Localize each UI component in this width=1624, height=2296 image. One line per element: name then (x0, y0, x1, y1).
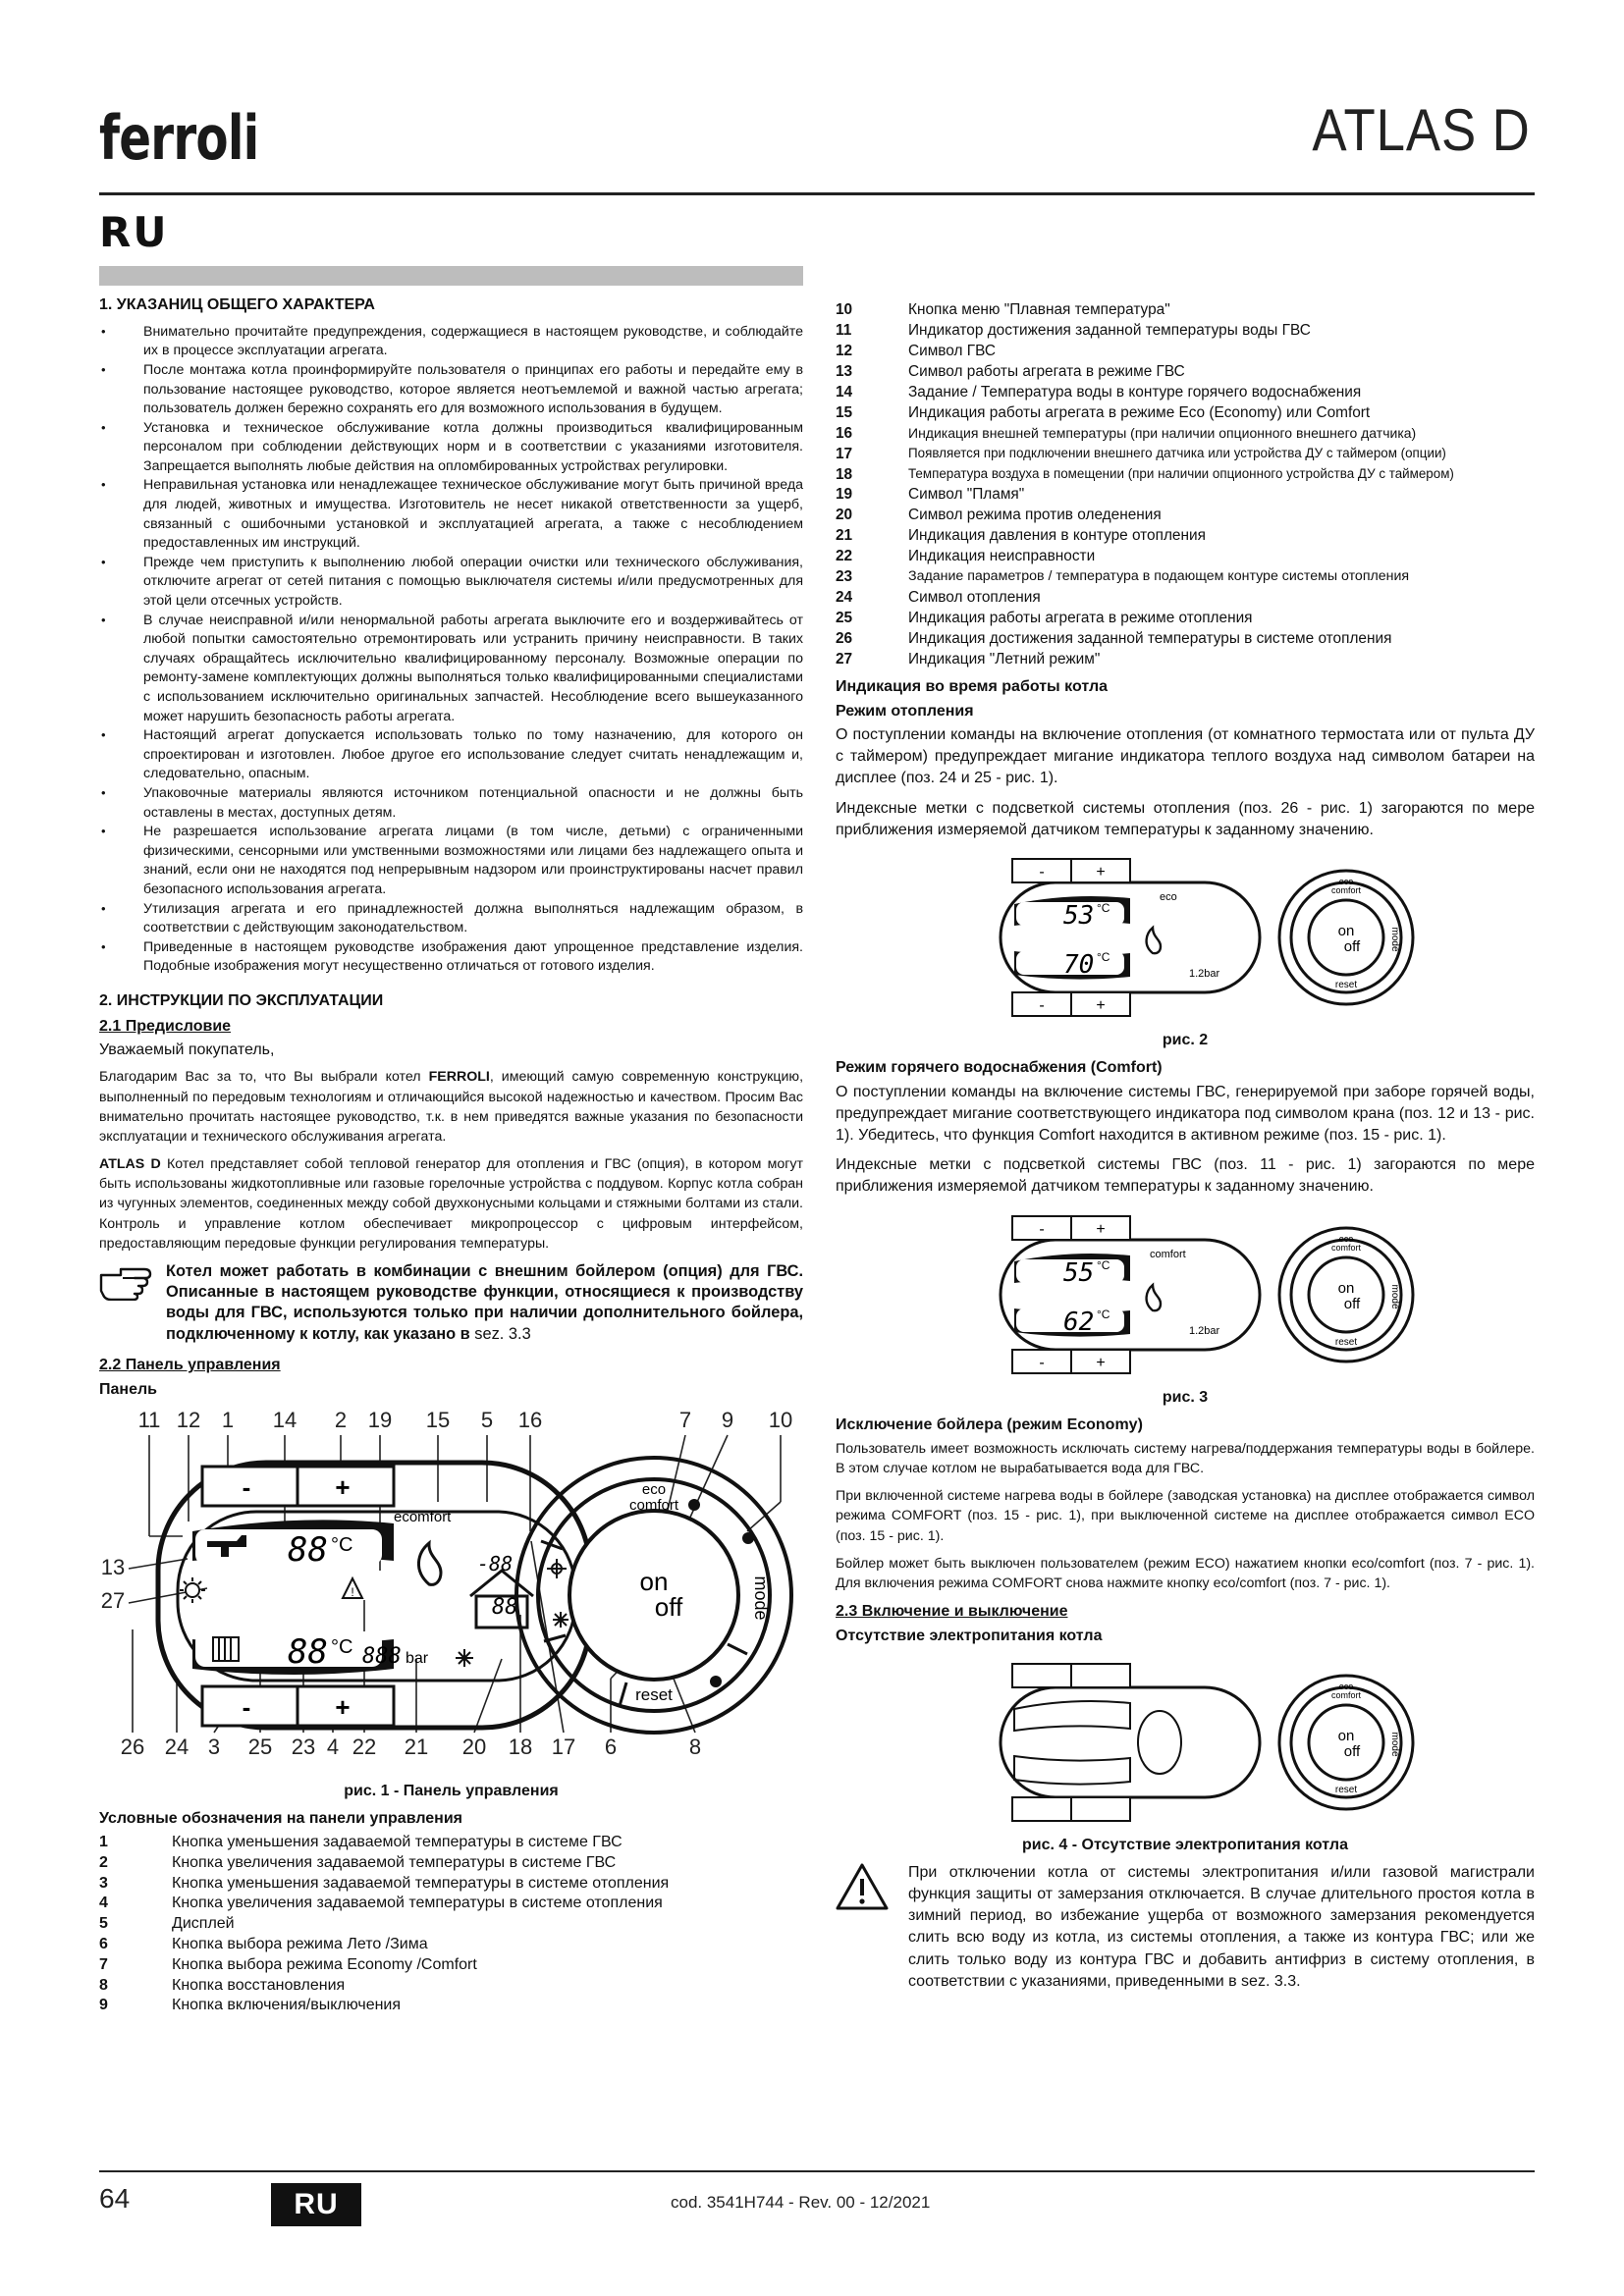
page-number: 64 (99, 2183, 131, 2214)
legend-text: Кнопка восстановления (172, 1976, 346, 1994)
dhw-unit: °C (331, 1533, 353, 1556)
legend-text: Дисплей (172, 1915, 235, 1933)
fig2-minus-bottom: - (1039, 996, 1045, 1014)
fig4-knob (1279, 1676, 1413, 1809)
legend-num: 19 (836, 486, 853, 504)
frost-warning (836, 1862, 1535, 1992)
legend-list (99, 1833, 803, 2016)
svg-text:on: on (1337, 922, 1355, 939)
note-item: • Установка и техническое обслуживание котла должны производиться квалифицированным персоналом при соблюдении действующих норм и в соответствии с указаниями изготовителя. Запрещается выполнять любые действия на опломбированных устройствах регулировки. (99, 419, 803, 477)
fault-warning-icon (343, 1578, 362, 1599)
fig2-dhw-temp: 53 (1063, 900, 1095, 931)
legend-text: Кнопка выбора режима Economy /Comfort (172, 1955, 477, 1973)
legend-text: Кнопка включения/выключения (172, 1997, 402, 2014)
legend-text: Символ работы агрегата в режиме ГВС (908, 362, 1185, 380)
legend-num: 5 (99, 1915, 108, 1933)
note-item: • После монтажа котла проинформируйте пользователя о принципах его работы и передайте ему в пользование настоящее руководство, которое является неотъемлемой и важной частью агрегата; пользователь должен бережно сохранять его для возможного использования в будущем. (99, 361, 803, 419)
pressure-unit: bar (406, 1649, 429, 1667)
legend-title: Условные обозначения на панели управления (99, 1810, 463, 1828)
svg-text:comfort: comfort (1330, 1242, 1362, 1253)
boiler-description: ATLAS D Котел представляет собой тепловой генератор для отопления и ГВС (опция), в котором могут быть использованы жидкотопливные или газовые горелочные устройства с поддувом. Корпус котла собран из чугунных элементов, соединенных между собой двухконусными кольцами и стяжными болтами из стали. Контроль и управление котлом обеспечивает микропроцессор с цифровым интерфейсом, предоставляющим передовые функции регулирования температуры. (99, 1156, 804, 1252)
fig2-pressure: 1.2bar (1189, 967, 1220, 980)
legend-text: Символ режима против оледенения (908, 507, 1162, 524)
legend-text: Индикация работы агрегата в режиме Eco (Economy) или Comfort (908, 403, 1371, 421)
callout-6: 6 (604, 1734, 618, 1759)
svg-text:mode: mode (1389, 927, 1400, 952)
svg-text:off: off (1343, 1742, 1361, 1760)
legend-num: 10 (836, 301, 853, 318)
callout-13: 13 (100, 1554, 126, 1579)
subsection-on-off: 2.3 Включение и выключение (836, 1603, 1068, 1621)
svg-text:eco: eco (1338, 1233, 1354, 1244)
note-item: • В случае неисправной и/или ненормальной работы агрегата выключите его и воздерживайтесь от любой попытки самостоятельно отремонтировать или устранить причину неисправности. В таких случаях обращайтесь исключительно квалифицированному персоналу. Возможные операции по ремонту-замене комплектующих должны выполняться только квалифицированными специалистами с использованием исключительно оригинальных запчастей. Несоблюдение всего вышеуказанного может нарушить безопасность работы агрегата. (99, 612, 803, 727)
figure2-caption: рис. 2 (1162, 1031, 1209, 1048)
svg-text:reset: reset (1334, 979, 1358, 990)
note-item: • Внимательно прочитайте предупреждения, содержащиеся в настоящем руководстве, и соблюдайте их в процессе эксплуатации агрегата. (99, 323, 803, 361)
legend-text: Кнопка уменьшения задаваемой температуры в системе отопления (172, 1874, 670, 1892)
svg-text:mode: mode (1389, 1284, 1400, 1309)
section2-title: 2. ИНСТРУКЦИИ ПО ЭКСПЛУАТАЦИИ (99, 991, 384, 1009)
legend-text: Символ "Пламя" (908, 486, 1025, 504)
legend-num: 7 (99, 1955, 108, 1973)
pointing-hand-icon (99, 1261, 152, 1301)
preface-paragraph: Благодарим Вас за то, что Вы выбрали котел FERROLI, имеющий самую современную конструкцию, выполненный по передовым технологиям и отличающийся высокой надежностью и качеством. Просим Вас внимательно прочитать настоящее руководство, т.к. в нем приведятся важные указания по безопасности эксплуатации и технического обслуживания агрегата. (99, 1069, 804, 1145)
dhw-paragraph-2: Индексные метки с подсветкой системы ГВС (поз. 11 - рис. 1) загораются по мере приближения измеряемой датчиком температуры к заданному значению. (836, 1156, 1535, 1196)
callout-25: 25 (247, 1734, 273, 1759)
legend-num: 6 (99, 1936, 108, 1952)
no-power-figure (836, 1654, 1535, 1831)
note-item: • Прежде чем приступить к выполнению любой операции очистки или технического обслуживания, отключите агрегат от сетей питания с помощью выключателя системы и/или предусмотренных для этой цели отсечных устройств. (99, 554, 803, 612)
svg-text:°C: °C (1097, 1257, 1110, 1272)
callout-3: 3 (207, 1734, 221, 1759)
callout-2: 2 (334, 1407, 348, 1432)
svg-text:-: - (1039, 1354, 1045, 1371)
footer-language-badge: RU (271, 2183, 361, 2226)
legend-num: 14 (836, 383, 853, 400)
ecomfort-label: ecomfort (394, 1508, 452, 1525)
heat-temp-display: 88 (288, 1631, 328, 1672)
note-item: • Не разрешается использование агрегата лицами (в том числе, детьми) с ограниченными физическими, сенсорными или умственными возможностями или лицами без надлежащего опыта и знаний, если они не находятся под непрерывным надзором или проинструктированы насчет правил безопасного использования агрегата. (99, 823, 803, 899)
note-item: • Неправильная установка или ненадлежащее техническое обслуживание могут быть причиной вреда для людей, животных и имущества. Изготовитель не несет никакой ответственности за ущерб, связанный с ошибочными установкой и эксплуатацией агрегата, а также с несоблюдением предоставленных им инструкций. (99, 476, 803, 553)
footer-divider (99, 2170, 1535, 2172)
greeting: Уважаемый покупатель, (99, 1041, 275, 1059)
operation-heading: Индикация во время работы котла (836, 677, 1109, 695)
callout-24: 24 (164, 1734, 189, 1759)
economy-paragraph-2: При включенной системе нагрева воды в бойлере (заводская установка) на дисплее отображается символ режима COMFORT (поз. 15 - рис. 1), при выключенной системе на дисплее отображается символ ECO (поз. 15 - рис. 1). (836, 1488, 1535, 1544)
fig2-knob (1279, 871, 1413, 1004)
svg-text:on: on (1337, 1279, 1355, 1297)
svg-text:+: + (1096, 1220, 1106, 1238)
boiler-note-text: Котел может работать в комбинации с внешним бойлером (опция) для ГВС. Описанные в настоящем руководстве функции, относящиеся к производству воды для ГВС, используются только при наличии дополнительного бойлера, подключенному к котлу, как указано в sez. 3.3 (166, 1261, 803, 1343)
subsection-control-panel: 2.2 Панель управления (99, 1357, 281, 1374)
callout-15: 15 (425, 1407, 451, 1432)
legend-text: Символ ГВС (908, 342, 996, 359)
economy-paragraph-1: Пользователь имеет возможность исключать систему нагрева/поддержания температуры воды в бойлере. В этом случае котлом не вырабатывается вода для ГВС. (836, 1440, 1535, 1477)
dhw-plus-button: + (335, 1471, 351, 1502)
legend-num: 12 (836, 342, 853, 359)
svg-text:-: - (1039, 1220, 1045, 1238)
model-title: ATLAS D (1312, 97, 1531, 163)
legend-num: 17 (836, 445, 853, 462)
legend-num: 24 (836, 589, 853, 607)
antifreeze-snowflake-icon (456, 1649, 473, 1667)
callout-26: 26 (120, 1734, 145, 1759)
figure4-caption: рис. 4 - Отсутствие электропитания котла (1021, 1836, 1348, 1853)
language-code: RU (99, 208, 169, 256)
callout-9: 9 (721, 1407, 734, 1432)
fig3-dhw-temp: 55 (1063, 1257, 1095, 1288)
fig3-heat-temp: 62 (1063, 1307, 1095, 1337)
general-notes-list (99, 323, 803, 977)
room-temp-display: 88 (492, 1594, 518, 1620)
callout-19: 19 (367, 1407, 393, 1432)
legend-text: Индикация давления в контуре отопления (908, 527, 1206, 545)
svg-text:°C: °C (1097, 1307, 1110, 1321)
callout-7: 7 (678, 1407, 692, 1432)
legend-text: Кнопка уменьшения задаваемой температуры в системе ГВС (172, 1834, 623, 1851)
fig2-heat-unit: °C (1097, 949, 1110, 964)
legend-text: Индикация неисправности (908, 548, 1096, 565)
svg-text:!: ! (351, 1584, 354, 1599)
frost-warning-text: При отключении котла от системы электропитания и/или газовой магистрали функция защиты от замерзания отключается. В случае длительного простоя котла в зимний период, во избежание ущерба от возможного замерзания рекомендуется слить всю воду из котла, из системы отопления, а также из контура ГВС; или же слить только воду из контура ГВС и добавить антифриз в систему отопления, в соответствии с указаниями, приведенными в sez. 3.3. (908, 1864, 1535, 1990)
fig3-knob (1279, 1228, 1413, 1362)
callout-22: 22 (352, 1734, 377, 1759)
dhw-display-figure (836, 1206, 1535, 1383)
heat-plus-button: + (335, 1691, 351, 1722)
fig2-heat-temp: 70 (1063, 949, 1095, 980)
brand-logo: ferroli (99, 102, 259, 174)
knob-reset-label: reset (635, 1684, 673, 1704)
note-item: • Упаковочные материалы являются источником потенциальной опасности и не должны быть оставлены в местах, доступных детям. (99, 784, 803, 823)
svg-text:comfort: comfort (1330, 884, 1362, 895)
svg-text:+: + (1096, 1354, 1106, 1371)
svg-text:on: on (1337, 1727, 1355, 1744)
legend-num: 18 (836, 465, 853, 483)
subsection-preface: 2.1 Предисловие (99, 1017, 232, 1035)
fig2-plus-bottom: + (1096, 996, 1106, 1014)
legend-text: Индикатор достижения заданной температуры воды ГВС (908, 321, 1311, 339)
legend-num: 15 (836, 403, 853, 421)
callout-10: 10 (768, 1407, 793, 1432)
legend-num: 11 (836, 321, 852, 339)
fig2-dhw-unit: °C (1097, 900, 1110, 915)
heat-minus-button: - (242, 1691, 251, 1722)
legend-num: 21 (836, 527, 853, 545)
svg-text:off: off (1343, 937, 1361, 955)
legend-num: 23 (836, 568, 853, 586)
heating-display-figure (836, 849, 1535, 1026)
legend-text: Кнопка выбора режима Лето /Зима (172, 1936, 428, 1952)
legend-num: 27 (836, 650, 853, 667)
callout-12: 12 (176, 1407, 201, 1432)
svg-text:reset: reset (1334, 1784, 1358, 1795)
legend-num: 20 (836, 507, 853, 524)
economy-heading: Исключение бойлера (режим Economy) (836, 1416, 1143, 1434)
legend-num: 1 (99, 1834, 108, 1851)
callout-4: 4 (326, 1734, 340, 1759)
legend-num: 8 (99, 1976, 108, 1994)
callout-21: 21 (404, 1734, 429, 1759)
knob-eco-label: eco (641, 1480, 667, 1498)
svg-text:mode: mode (1389, 1731, 1400, 1757)
economy-paragraph-3: Бойлер может быть выключен пользователем (режим ECO) нажатием кнопки eco/comfort (поз. 7 - рис. 1). Для включения режима COMFORT снова нажмите кнопку eco/comfort (поз. 7 - рис. 1). (836, 1555, 1535, 1591)
legend-text: Кнопка увеличения задаваемой температуры в системе отопления (172, 1895, 663, 1912)
legend-num: 2 (99, 1853, 108, 1871)
left-column (99, 294, 803, 2016)
dhw-temp-display: 88 (288, 1529, 328, 1570)
heating-heading: Режим отопления (836, 702, 974, 720)
callout-27: 27 (100, 1587, 126, 1613)
knob-off-label: off (654, 1591, 683, 1622)
note-item: • Приведенные в настоящем руководстве изображения дают упрощенное представление изделия. Подобные изображения могут несущественно отличаться от готового изделия. (99, 938, 803, 977)
note-item: • Настоящий агрегат допускается использовать только по тому назначению, для которого он спроектирован и изготовлен. Любое другое его использование следует считать ненадлежащим и, следовательно, опасным. (99, 726, 803, 784)
pressure-display: 888 (362, 1643, 402, 1669)
dhw-paragraph-1: О поступлении команды на включение системы ГВС, генерируемой при заборе горячей воды, предупреждает мигание соответствующего индикатора под символом крана (поз. 12 и 13 - рис. 1). Убедитесь, что функция Comfort находится в активном режиме (поз. 15 - рис. 1). (836, 1084, 1535, 1145)
callout-17: 17 (551, 1734, 576, 1759)
legend-text: Кнопка увеличения задаваемой температуры в системе ГВС (172, 1853, 617, 1871)
svg-text:eco: eco (1338, 1681, 1354, 1691)
legend-text: Кнопка меню "Плавная температура" (908, 301, 1170, 318)
legend-text: Индикация работы агрегата в режиме отопления (908, 610, 1253, 627)
callout-1: 1 (221, 1407, 235, 1432)
callout-18: 18 (508, 1734, 533, 1759)
legend-num: 16 (836, 424, 853, 442)
knob-on-label: on (639, 1566, 669, 1596)
callout-23: 23 (291, 1734, 316, 1759)
legend-text: Задание параметров / температура в подающем контуре системы отопления (908, 568, 1410, 585)
ext-temp-display: -88 (477, 1551, 514, 1575)
callout-8: 8 (688, 1734, 702, 1759)
legend-num: 22 (836, 548, 853, 565)
fig2-mode-label: eco (1160, 890, 1177, 903)
no-power-heading: Отсутствие электропитания котла (836, 1627, 1103, 1644)
fig3-mode-label: comfort (1150, 1248, 1186, 1260)
dhw-minus-button: - (242, 1471, 251, 1502)
svg-text:comfort: comfort (1330, 1689, 1362, 1700)
legend-list-continued (836, 300, 1535, 670)
right-column (836, 300, 1535, 1993)
callout-5: 5 (480, 1407, 494, 1432)
svg-text:off: off (1343, 1295, 1361, 1312)
section1-title: 1. УКАЗАНИЦ ОБЩЕГО ХАРАКТЕРА (99, 296, 375, 313)
legend-text: Индикация "Летний режим" (908, 650, 1101, 667)
fig3-pressure: 1.2bar (1189, 1324, 1220, 1337)
callout-14: 14 (272, 1407, 298, 1432)
mode-knob (516, 1458, 791, 1733)
callout-11: 11 (137, 1407, 161, 1432)
legend-text: Символ отопления (908, 589, 1041, 607)
fig2-plus: + (1096, 863, 1106, 881)
svg-text:eco: eco (1338, 876, 1354, 886)
svg-text:reset: reset (1334, 1336, 1358, 1348)
figure1-caption: рис. 1 - Панель управления (344, 1782, 559, 1799)
knob-mode-label: mode (751, 1575, 771, 1621)
header-divider (99, 192, 1535, 195)
note-item: • Утилизация агрегата и его принадлежностей должна выполняться надлежащим образом, в соответствии с действующим законодательством. (99, 900, 803, 938)
document-code: cod. 3541H744 - Rev. 00 - 12/2021 (671, 2193, 931, 2212)
callout-20: 20 (461, 1734, 487, 1759)
legend-num: 9 (99, 1997, 108, 2014)
flame-icon (418, 1543, 441, 1584)
legend-text: Задание / Температура воды в контуре горячего водоснабжения (908, 383, 1362, 400)
legend-text: Температура воздуха в помещении (при наличии опционного устройства ДУ с таймером) (908, 465, 1454, 481)
boiler-note (99, 1261, 803, 1345)
knob-comfort-label: comfort (628, 1496, 679, 1514)
heating-paragraph-1: О поступлении команды на включение отопления (от комнатного термостата или от пульта ДУ с таймером) предупреждает мигание индикатора теплого воздуха над символом батареи на дисплее (поз. 24 и 25 - рис. 1). (836, 726, 1535, 787)
callout-16: 16 (517, 1407, 543, 1432)
legend-num: 4 (99, 1895, 108, 1912)
legend-num: 26 (836, 630, 853, 647)
summer-sun-icon (180, 1577, 205, 1603)
warning-triangle-icon (836, 1862, 889, 1911)
fig2-minus: - (1039, 863, 1045, 881)
legend-num: 25 (836, 610, 853, 627)
legend-text: Появляется при подключении внешнего датчика или устройства ДУ с таймером (опции) (908, 445, 1446, 460)
legend-num: 13 (836, 362, 853, 380)
legend-num: 3 (99, 1874, 108, 1892)
control-panel-diagram (99, 1404, 803, 1777)
legend-text: Индикация внешней температуры (при наличии опционного внешнего датчика) (908, 424, 1417, 441)
legend-text: Индикация достижения заданной температуры в системе отопления (908, 630, 1392, 647)
heating-paragraph-2: Индексные метки с подсветкой системы отопления (поз. 26 - рис. 1) загораются по мере приближения измеряемой датчиком температуры к заданному значению. (836, 799, 1535, 838)
dhw-heading: Режим горячего водоснабжения (Comfort) (836, 1059, 1163, 1077)
section-bar (99, 266, 803, 286)
figure3-caption: рис. 3 (1162, 1388, 1209, 1406)
heat-unit: °C (331, 1635, 353, 1658)
panel-label: Панель (99, 1380, 157, 1398)
